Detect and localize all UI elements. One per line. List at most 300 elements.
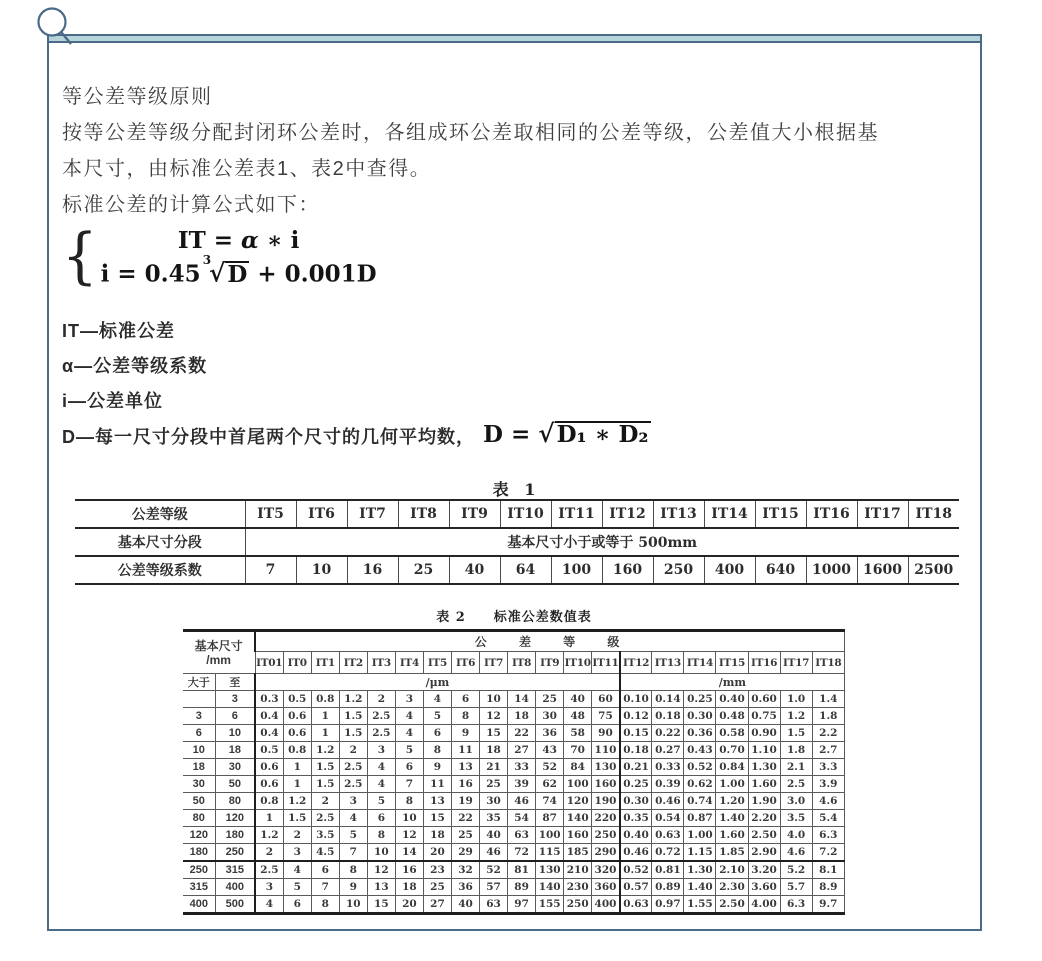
t1-grade-cell: IT15 xyxy=(755,500,806,528)
t2-value-cell: 3.20 xyxy=(748,861,780,879)
t2-value-cell: 1 xyxy=(283,776,311,793)
t2-value-cell: 6 xyxy=(367,810,395,827)
t2-value-cell: 0.6 xyxy=(255,776,283,793)
t1-coeff-cell: 640 xyxy=(755,556,806,584)
t1-coeff-cell: 64 xyxy=(500,556,551,584)
t1-size-span-cell: 基本尺寸小于或等于 500mm xyxy=(245,528,959,556)
formula-text: ∗ i xyxy=(258,227,300,254)
t2-value-cell: 32 xyxy=(451,861,479,879)
t2-value-cell: 0.6 xyxy=(255,759,283,776)
t2-value-cell: 63 xyxy=(508,827,536,844)
table-row xyxy=(183,674,845,691)
t2-over-cell: 10 xyxy=(183,742,215,759)
t2-it-label: IT4 xyxy=(395,652,423,674)
t2-value-cell: 0.46 xyxy=(620,844,652,862)
t2-value-cell: 1.40 xyxy=(684,879,716,896)
t2-value-cell: 36 xyxy=(451,879,479,896)
table1 xyxy=(75,499,959,585)
t2-value-cell: 2.30 xyxy=(716,879,748,896)
t2-value-cell: 52 xyxy=(480,861,508,879)
t2-value-cell: 1.20 xyxy=(716,793,748,810)
t2-over-cell: 120 xyxy=(183,827,215,844)
t2-value-cell: 130 xyxy=(536,861,564,879)
t2-value-cell: 0.8 xyxy=(283,742,311,759)
table1-body xyxy=(75,500,959,584)
table2 xyxy=(183,629,845,915)
magnifier-icon xyxy=(33,2,79,50)
t1-grade-cell: IT17 xyxy=(857,500,908,528)
table-row xyxy=(183,827,845,844)
t2-value-cell: 1.2 xyxy=(311,742,339,759)
t2-value-cell: 46 xyxy=(508,793,536,810)
t2-value-cell: 25 xyxy=(451,827,479,844)
t2-value-cell: 7 xyxy=(395,776,423,793)
t2-value-cell: 0.60 xyxy=(748,691,780,708)
t2-value-cell: 8.1 xyxy=(812,861,844,879)
table-row xyxy=(183,793,845,810)
t2-value-cell: 0.75 xyxy=(748,708,780,725)
t2-value-cell: 8 xyxy=(395,793,423,810)
radicand: D₁ ∗ D₂ xyxy=(556,421,649,448)
t2-value-cell: 1.60 xyxy=(748,776,780,793)
t2-value-cell: 1.10 xyxy=(748,742,780,759)
t2-value-cell: 1.2 xyxy=(339,691,367,708)
t2-value-cell: 21 xyxy=(480,759,508,776)
t2-value-cell: 2 xyxy=(283,827,311,844)
t2-value-cell: 33 xyxy=(508,759,536,776)
t2-value-cell: 6 xyxy=(311,861,339,879)
t2-value-cell: 2.5 xyxy=(339,759,367,776)
t2-value-cell: 22 xyxy=(451,810,479,827)
t2-value-cell: 8 xyxy=(339,861,367,879)
t2-to-cell: 315 xyxy=(215,861,255,879)
t2-value-cell: 12 xyxy=(395,827,423,844)
t2-value-cell: 1.5 xyxy=(339,725,367,742)
t2-to-cell: 120 xyxy=(215,810,255,827)
t2-value-cell: 0.21 xyxy=(620,759,652,776)
t2-value-cell: 110 xyxy=(592,742,620,759)
t2-value-cell: 0.10 xyxy=(620,691,652,708)
t2-value-cell: 0.39 xyxy=(652,776,684,793)
t1-grade-cell: IT7 xyxy=(347,500,398,528)
alpha-symbol: α xyxy=(241,227,259,254)
t2-value-cell: 2 xyxy=(255,844,283,862)
t1-grade-cell: IT10 xyxy=(500,500,551,528)
t2-value-cell: 27 xyxy=(423,896,451,914)
t2-value-cell: 2.50 xyxy=(716,896,748,914)
t2-value-cell: 2.2 xyxy=(812,725,844,742)
table2-body xyxy=(183,691,845,914)
t2-value-cell: 1.90 xyxy=(748,793,780,810)
table-row xyxy=(183,879,845,896)
t1-coeff-cell: 10 xyxy=(296,556,347,584)
formula-it xyxy=(101,226,377,255)
t1-coeff-cell: 250 xyxy=(653,556,704,584)
t1-grade-cell: IT12 xyxy=(602,500,653,528)
table-row xyxy=(183,691,845,708)
t2-over-cell: 180 xyxy=(183,844,215,862)
table-row xyxy=(183,742,845,759)
t2-value-cell: 60 xyxy=(592,691,620,708)
t2-value-cell: 2 xyxy=(311,793,339,810)
table-row xyxy=(75,528,959,556)
t2-value-cell: 29 xyxy=(451,844,479,862)
t1-coeff-cell: 2500 xyxy=(908,556,959,584)
t2-over-cell: 400 xyxy=(183,896,215,914)
t2-value-cell: 0.54 xyxy=(652,810,684,827)
t2-value-cell: 5.4 xyxy=(812,810,844,827)
t2-value-cell: 15 xyxy=(423,810,451,827)
t2-value-cell: 0.30 xyxy=(620,793,652,810)
t2-value-cell: 2.5 xyxy=(311,810,339,827)
t2-to-cell: 6 xyxy=(215,708,255,725)
t2-value-cell: 8 xyxy=(451,708,479,725)
brace-glyph: { xyxy=(62,221,98,292)
t2-value-cell: 0.58 xyxy=(716,725,748,742)
t2-value-cell: 2 xyxy=(367,691,395,708)
t2-value-cell: 18 xyxy=(423,827,451,844)
t2-value-cell: 1 xyxy=(283,759,311,776)
table-row xyxy=(183,861,845,879)
t1-coeff-cell: 40 xyxy=(449,556,500,584)
formula-text: + 0.001D xyxy=(249,260,377,288)
t2-value-cell: 320 xyxy=(592,861,620,879)
t2-value-cell: 0.22 xyxy=(652,725,684,742)
t2-it-label: IT2 xyxy=(339,652,367,674)
t2-value-cell: 0.84 xyxy=(716,759,748,776)
t2-value-cell: 9 xyxy=(423,759,451,776)
t2-value-cell: 6 xyxy=(451,691,479,708)
t2-value-cell: 62 xyxy=(536,776,564,793)
t2-value-cell: 0.52 xyxy=(620,861,652,879)
t2-value-cell: 1.40 xyxy=(716,810,748,827)
t2-it-label: IT12 xyxy=(620,652,652,674)
t2-mm-unit-header: /mm xyxy=(620,674,845,691)
t2-value-cell: 12 xyxy=(367,861,395,879)
t2-value-cell: 2.7 xyxy=(812,742,844,759)
t2-value-cell: 1.8 xyxy=(780,742,812,759)
frame-top-bar xyxy=(49,36,980,43)
t2-value-cell: 43 xyxy=(536,742,564,759)
t1-coeff-cell: 160 xyxy=(602,556,653,584)
t2-value-cell: 0.90 xyxy=(748,725,780,742)
t1-coeff-cell: 1000 xyxy=(806,556,857,584)
table-row xyxy=(183,810,845,827)
t2-value-cell: 0.27 xyxy=(652,742,684,759)
t2-value-cell: 1.30 xyxy=(684,861,716,879)
t2-value-cell: 3.5 xyxy=(780,810,812,827)
t2-value-cell: 2.90 xyxy=(748,844,780,862)
t2-it-label: IT16 xyxy=(748,652,780,674)
t1-grade-cell: IT6 xyxy=(296,500,347,528)
t2-value-cell: 1.00 xyxy=(684,827,716,844)
t2-value-cell: 250 xyxy=(592,827,620,844)
table-row xyxy=(75,500,959,528)
t2-value-cell: 0.89 xyxy=(652,879,684,896)
t2-value-cell: 4 xyxy=(395,708,423,725)
t2-value-cell: 100 xyxy=(564,776,592,793)
table-row xyxy=(183,725,845,742)
t2-value-cell: 0.15 xyxy=(620,725,652,742)
t2-value-cell: 4.00 xyxy=(748,896,780,914)
t2-value-cell: 5 xyxy=(283,879,311,896)
t2-value-cell: 4 xyxy=(255,896,283,914)
t2-value-cell: 87 xyxy=(536,810,564,827)
t1-coeff-cell: 400 xyxy=(704,556,755,584)
t2-over-cell: 80 xyxy=(183,810,215,827)
t2-value-cell: 360 xyxy=(592,879,620,896)
t1-coeff-cell: 100 xyxy=(551,556,602,584)
t2-value-cell: 2.5 xyxy=(780,776,812,793)
t2-value-cell: 2 xyxy=(339,742,367,759)
t2-value-cell: 74 xyxy=(536,793,564,810)
t1-grade-cell: IT9 xyxy=(449,500,500,528)
t2-value-cell: 8 xyxy=(311,896,339,914)
t2-to-header: 至 xyxy=(215,674,255,691)
t2-value-cell: 14 xyxy=(508,691,536,708)
t2-it-label: IT10 xyxy=(564,652,592,674)
t2-value-cell: 6 xyxy=(283,896,311,914)
t2-it-label: IT6 xyxy=(451,652,479,674)
paragraph-line: 按等公差等级分配封闭环公差时，各组成环公差取相同的公差等级，公差值大小根据基 xyxy=(62,122,879,144)
t2-value-cell: 0.30 xyxy=(684,708,716,725)
t2-value-cell: 15 xyxy=(480,725,508,742)
table2-head xyxy=(183,631,845,691)
t2-value-cell: 9 xyxy=(339,879,367,896)
t2-value-cell: 0.70 xyxy=(716,742,748,759)
t2-value-cell: 1.5 xyxy=(283,810,311,827)
t2-value-cell: 1.60 xyxy=(716,827,748,844)
t2-value-cell: 36 xyxy=(536,725,564,742)
definition-it: IT—标准公差 xyxy=(62,321,175,341)
t1-grade-cell: IT11 xyxy=(551,500,602,528)
t1-grade-cell: IT16 xyxy=(806,500,857,528)
t2-value-cell: 0.3 xyxy=(255,691,283,708)
t2-value-cell: 8 xyxy=(423,742,451,759)
t2-value-cell: 0.6 xyxy=(283,708,311,725)
t2-it-label: IT15 xyxy=(716,652,748,674)
t2-value-cell: 0.43 xyxy=(684,742,716,759)
t2-value-cell: 1.5 xyxy=(311,776,339,793)
t2-value-cell: 3 xyxy=(367,742,395,759)
radical-sign: √ xyxy=(538,419,555,448)
t2-value-cell: 18 xyxy=(480,742,508,759)
t2-value-cell: 6.3 xyxy=(812,827,844,844)
t2-value-cell: 46 xyxy=(480,844,508,862)
t2-value-cell: 220 xyxy=(592,810,620,827)
t2-value-cell: 155 xyxy=(536,896,564,914)
radical-sign: √ xyxy=(209,258,226,288)
t1-coeff-cell: 16 xyxy=(347,556,398,584)
t2-value-cell: 1.0 xyxy=(780,691,812,708)
t2-over-cell: 315 xyxy=(183,879,215,896)
t2-value-cell: 2.50 xyxy=(748,827,780,844)
t2-value-cell: 25 xyxy=(536,691,564,708)
t1-coeff-cell: 25 xyxy=(398,556,449,584)
t2-value-cell: 2.1 xyxy=(780,759,812,776)
t2-value-cell: 7 xyxy=(311,879,339,896)
t2-value-cell: 0.81 xyxy=(652,861,684,879)
t2-value-cell: 1.5 xyxy=(311,759,339,776)
t2-it-label: IT7 xyxy=(480,652,508,674)
t2-value-cell: 1.85 xyxy=(716,844,748,862)
t2-value-cell: 4.5 xyxy=(311,844,339,862)
t2-value-cell: 0.48 xyxy=(716,708,748,725)
t2-um-unit-header: /μm xyxy=(255,674,620,691)
t2-value-cell: 140 xyxy=(564,810,592,827)
t2-value-cell: 0.6 xyxy=(283,725,311,742)
t2-value-cell: 0.8 xyxy=(255,793,283,810)
t2-value-cell: 290 xyxy=(592,844,620,862)
t1-coeff-cell: 1600 xyxy=(857,556,908,584)
t2-value-cell: 4 xyxy=(367,776,395,793)
t1-coeff-label: 公差等级系数 xyxy=(75,556,245,584)
t2-value-cell: 52 xyxy=(536,759,564,776)
table-row xyxy=(183,896,845,914)
t2-value-cell: 1.00 xyxy=(716,776,748,793)
definition-alpha: α—公差等级系数 xyxy=(62,356,208,376)
definition-d xyxy=(62,421,651,450)
t2-value-cell: 40 xyxy=(480,827,508,844)
t2-value-cell: 400 xyxy=(592,896,620,914)
t2-to-cell: 500 xyxy=(215,896,255,914)
t2-value-cell: 0.18 xyxy=(652,708,684,725)
t2-value-cell: 1.2 xyxy=(255,827,283,844)
t2-over-cell: 30 xyxy=(183,776,215,793)
t2-value-cell: 0.25 xyxy=(684,691,716,708)
t1-grade-label: 公差等级 xyxy=(75,500,245,528)
t2-value-cell: 81 xyxy=(508,861,536,879)
t2-value-cell: 2.5 xyxy=(339,776,367,793)
t2-value-cell: 0.62 xyxy=(684,776,716,793)
t2-value-cell: 54 xyxy=(508,810,536,827)
t2-value-cell: 0.4 xyxy=(255,725,283,742)
t1-grade-cell: IT18 xyxy=(908,500,959,528)
definition-d-text: D—每一尺寸分段中首尾两个尺寸的几何平均数， xyxy=(62,426,475,447)
t2-value-cell: 0.14 xyxy=(652,691,684,708)
t2-value-cell: 20 xyxy=(423,844,451,862)
t2-value-cell: 3 xyxy=(395,691,423,708)
t2-value-cell: 5.7 xyxy=(780,879,812,896)
t2-value-cell: 6 xyxy=(423,725,451,742)
t2-value-cell: 8.9 xyxy=(812,879,844,896)
t2-value-cell: 0.63 xyxy=(652,827,684,844)
t2-value-cell: 10 xyxy=(339,896,367,914)
t2-value-cell: 23 xyxy=(423,861,451,879)
t2-value-cell: 18 xyxy=(508,708,536,725)
root-index: 3 xyxy=(202,253,212,267)
intro-paragraph xyxy=(62,79,879,223)
t2-value-cell: 4 xyxy=(283,861,311,879)
table2-caption-num: 表 2 xyxy=(436,610,466,625)
t2-value-cell: 8 xyxy=(367,827,395,844)
t2-value-cell: 84 xyxy=(564,759,592,776)
t2-to-cell: 80 xyxy=(215,793,255,810)
t2-value-cell: 4.6 xyxy=(780,844,812,862)
table-row xyxy=(183,631,845,652)
t2-over-cell: 3 xyxy=(183,708,215,725)
t2-value-cell: 2.10 xyxy=(716,861,748,879)
t2-value-cell: 10 xyxy=(395,810,423,827)
t2-value-cell: 115 xyxy=(536,844,564,862)
t2-value-cell: 120 xyxy=(564,793,592,810)
t2-value-cell: 11 xyxy=(451,742,479,759)
t2-value-cell: 9.7 xyxy=(812,896,844,914)
t2-value-cell: 1.8 xyxy=(812,708,844,725)
t2-value-cell: 25 xyxy=(423,879,451,896)
t2-value-cell: 0.72 xyxy=(652,844,684,862)
t2-value-cell: 140 xyxy=(536,879,564,896)
t2-value-cell: 0.36 xyxy=(684,725,716,742)
t2-it-label: IT18 xyxy=(812,652,844,674)
t1-coeff-cell: 7 xyxy=(245,556,296,584)
t2-value-cell: 250 xyxy=(564,896,592,914)
t2-it-label: IT14 xyxy=(684,652,716,674)
t2-value-cell: 20 xyxy=(395,896,423,914)
t1-grade-cell: IT8 xyxy=(398,500,449,528)
t2-value-cell: 2.5 xyxy=(255,861,283,879)
t2-value-cell: 1 xyxy=(311,725,339,742)
t2-to-cell: 10 xyxy=(215,725,255,742)
t2-to-cell: 180 xyxy=(215,827,255,844)
t2-value-cell: 58 xyxy=(564,725,592,742)
t2-value-cell: 10 xyxy=(480,691,508,708)
t2-to-cell: 30 xyxy=(215,759,255,776)
t2-value-cell: 1.5 xyxy=(339,708,367,725)
t2-value-cell: 13 xyxy=(423,793,451,810)
t2-value-cell: 130 xyxy=(592,759,620,776)
t2-value-cell: 160 xyxy=(592,776,620,793)
definition-i: i—公差单位 xyxy=(62,391,164,411)
t2-value-cell: 1.2 xyxy=(780,708,812,725)
table-row xyxy=(183,652,845,674)
t2-value-cell: 40 xyxy=(451,896,479,914)
t2-value-cell: 63 xyxy=(480,896,508,914)
t2-value-cell: 30 xyxy=(480,793,508,810)
t2-to-cell: 3 xyxy=(215,691,255,708)
t2-value-cell: 190 xyxy=(592,793,620,810)
t2-value-cell: 70 xyxy=(564,742,592,759)
paragraph-line: 标准公差的计算公式如下： xyxy=(62,194,320,216)
t2-value-cell: 160 xyxy=(564,827,592,844)
t2-value-cell: 2.5 xyxy=(367,708,395,725)
t2-grade-group-header: 公 差 等 级 xyxy=(255,631,844,652)
t2-value-cell: 14 xyxy=(395,844,423,862)
t2-value-cell: 22 xyxy=(508,725,536,742)
t2-it-label: IT9 xyxy=(536,652,564,674)
radicand: D xyxy=(227,260,248,288)
t2-value-cell: 39 xyxy=(508,776,536,793)
d-formula xyxy=(483,419,651,448)
t2-value-cell: 0.63 xyxy=(620,896,652,914)
t2-value-cell: 57 xyxy=(480,879,508,896)
t2-value-cell: 5.2 xyxy=(780,861,812,879)
t2-value-cell: 210 xyxy=(564,861,592,879)
t2-value-cell: 3.0 xyxy=(780,793,812,810)
t2-value-cell: 0.4 xyxy=(255,708,283,725)
formula-text: i = 0.45 xyxy=(100,260,201,288)
t2-it-label: IT11 xyxy=(592,652,620,674)
t2-value-cell: 0.40 xyxy=(716,691,748,708)
t2-value-cell: 0.25 xyxy=(620,776,652,793)
t1-grade-cell: IT5 xyxy=(245,500,296,528)
t2-value-cell: 5 xyxy=(367,793,395,810)
t2-value-cell: 1.5 xyxy=(780,725,812,742)
t2-value-cell: 4.6 xyxy=(812,793,844,810)
table1-caption: 表 1 xyxy=(492,480,541,499)
t2-value-cell: 3.60 xyxy=(748,879,780,896)
formula-text: D = xyxy=(483,421,539,448)
